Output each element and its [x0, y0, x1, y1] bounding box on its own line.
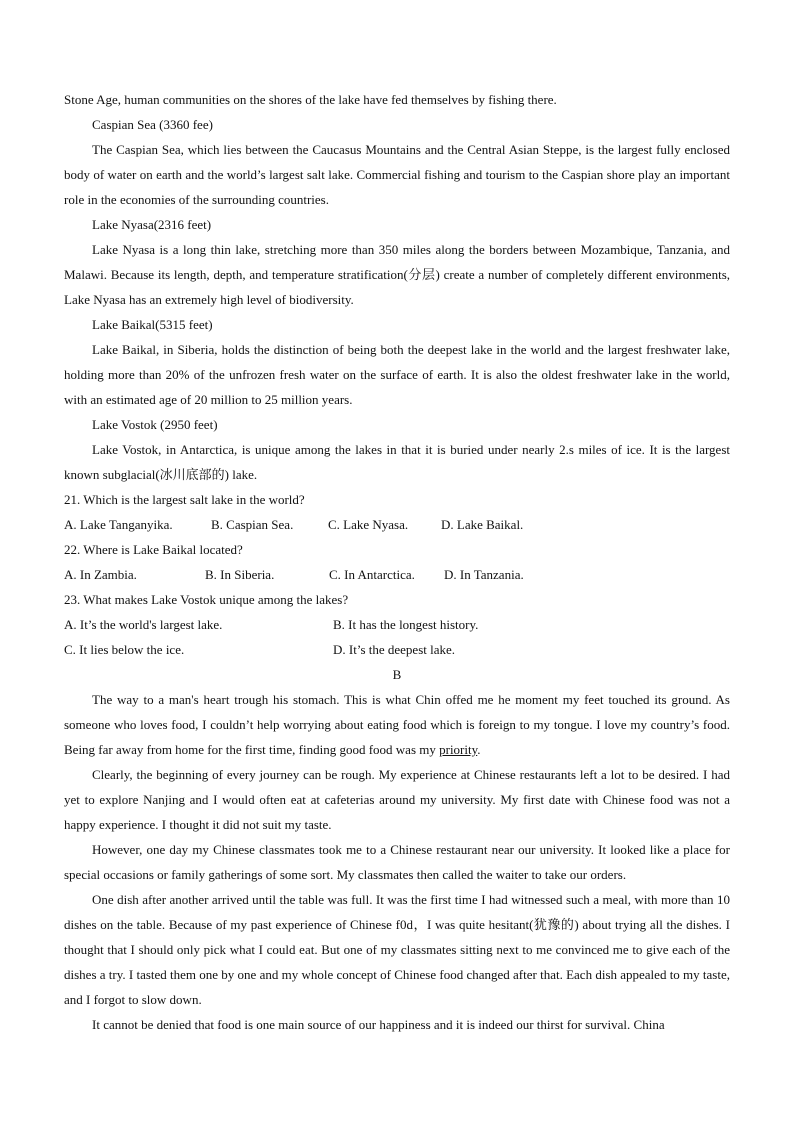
question-23-option-c: C. It lies below the ice. [64, 642, 185, 657]
section-b-heading: B [392, 667, 402, 682]
lake-paragraph-caspian: The Caspian Sea, which lies between the Caucasus Mountains and the Central Asian Steppe, is the largest fully enclosed body of water on earth and the world’s largest salt lake. Commercial fishing and tourism to the Caspian shore play an important role in the economies of the surrounding countries. [64, 142, 730, 207]
question-21-option-c: C. Lake Nyasa. [328, 517, 409, 532]
passage-b-paragraph-2: Clearly, the beginning of every journey can be rough. My experience at Chinese restaurants left a lot to be desired. I had yet to explore Nanjing and I would often eat at cafeterias around my university. My first date with Chinese food was not a happy experience. I thought it did not suit my taste. [64, 767, 730, 832]
passage-b-paragraph-1 [64, 687, 730, 762]
lake-heading-vostok: Lake Vostok (2950 feet) [92, 417, 218, 432]
passage-a-intro-tail: Stone Age, human communities on the shores of the lake have fed themselves by fishing there. [64, 92, 557, 107]
question-22-option-c: C. In Antarctica. [329, 567, 415, 582]
question-23-stem: 23. What makes Lake Vostok unique among the lakes? [64, 592, 349, 607]
question-21-option-a: A. Lake Tanganyika. [64, 517, 173, 532]
underlined-word-priority: priority [439, 742, 478, 757]
document-page [64, 87, 730, 1037]
question-22-option-b: B. In Siberia. [205, 567, 275, 582]
lake-heading-nyasa: Lake Nyasa(2316 feet) [92, 217, 212, 232]
question-23-option-b: B. It has the longest history. [333, 617, 479, 632]
lake-heading-caspian: Caspian Sea (3360 fee) [92, 117, 213, 132]
question-23-option-a: A. It’s the world's largest lake. [64, 617, 223, 632]
question-22-option-d: D. In Tanzania. [444, 567, 524, 582]
passage-b-paragraph-4: One dish after another arrived until the table was full. It was the first time I had witnessed such a meal, with more than 10 dishes on the table. Because of my past experience of Chinese f0d，I was quite hesitant(犹豫的) about trying all the dishes. I thought that I should only pick what I could eat. But one of my classmates sitting next to me convinced me to give each of the dishes a try. I tasted them one by one and my whole concept of Chinese food changed after that. Each dish appealed to my taste, and I forgot to slow down. [64, 892, 730, 1007]
question-23-option-d: D. It’s the deepest lake. [333, 642, 456, 657]
question-21-options [64, 512, 730, 537]
question-21-stem: 21. Which is the largest salt lake in the world? [64, 492, 305, 507]
passage-b-paragraph-5: It cannot be denied that food is one main source of our happiness and it is indeed our thirst for survival. China [92, 1017, 665, 1032]
lake-heading-baikal: Lake Baikal(5315 feet) [92, 317, 213, 332]
question-21-option-b: B. Caspian Sea. [211, 517, 294, 532]
question-22-stem: 22. Where is Lake Baikal located? [64, 542, 243, 557]
lake-paragraph-vostok: Lake Vostok, in Antarctica, is unique among the lakes in that it is buried under nearly 2.s miles of ice. It is the largest known subglacial(冰川底部的) lake. [64, 442, 730, 482]
question-21-option-d: D. Lake Baikal. [441, 517, 524, 532]
question-23-options-row-1 [64, 612, 730, 637]
lake-paragraph-nyasa: Lake Nyasa is a long thin lake, stretching more than 350 miles along the borders between Mozambique, Tanzania, and Malawi. Because its length, depth, and temperature stratification(分层) create a number of completely different environments, Lake Nyasa has an extremely high level of biodiversity. [64, 242, 730, 307]
question-22-option-a: A. In Zambia. [64, 567, 137, 582]
question-23-options-row-2 [64, 637, 730, 662]
passage-b-p1-end: . [477, 742, 481, 757]
passage-b-paragraph-3: However, one day my Chinese classmates took me to a Chinese restaurant near our university. It looked like a place for special occasions or family gatherings of some sort. My classmates then called the waiter to take our orders. [64, 842, 730, 882]
passage-b-p1-text: The way to a man's heart trough his stomach. This is what Chin offed me he moment my feet touched its ground. As someone who loves food, I couldn’t help worrying about eating food which is foreign to my tongue. I love my country’s food. Being far away from home for the first time, finding good food was my [64, 692, 730, 757]
lake-paragraph-baikal: Lake Baikal, in Siberia, holds the distinction of being both the deepest lake in the world and the largest freshwater lake, holding more than 20% of the unfrozen fresh water on the surface of earth. It is also the oldest freshwater lake in the world, with an estimated age of 20 million to 25 million years. [64, 342, 730, 407]
question-22-options [64, 562, 730, 587]
